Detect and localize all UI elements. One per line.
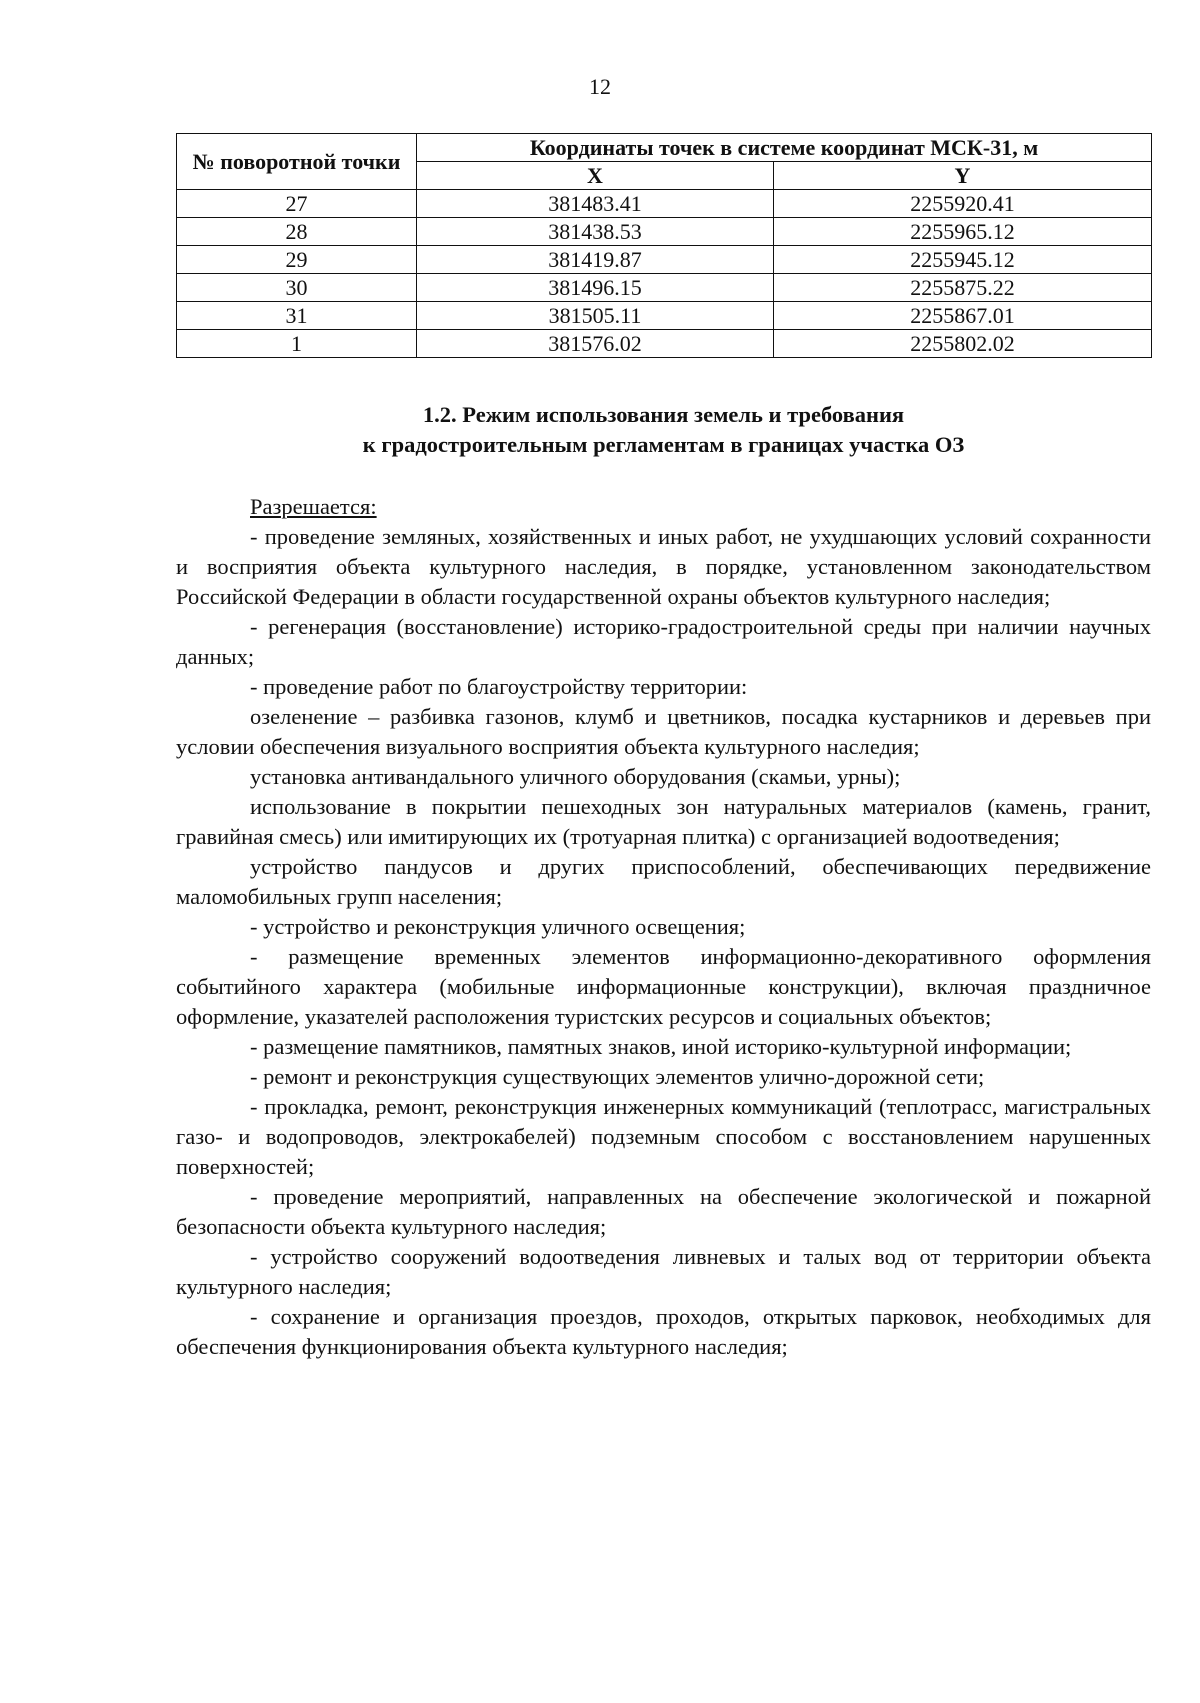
paragraph: - проведение мероприятий, направленных на обеспечение экологической и пожарной безопасности объекта культурного наследия;: [176, 1184, 1151, 1239]
table-row: [177, 330, 1152, 358]
point-cell: 29: [177, 246, 417, 274]
paragraph: озеленение – разбивка газонов, клумб и цветников, посадка кустарников и деревьев при условии обеспечения визуального восприятия объекта культурного наследия;: [176, 704, 1151, 759]
x-cell: 381419.87: [417, 246, 774, 274]
paragraph: устройство пандусов и других приспособлений, обеспечивающих передвижение маломобильных групп населения;: [176, 854, 1151, 909]
section-body: [176, 492, 1151, 1362]
x-cell: 381496.15: [417, 274, 774, 302]
section-heading-line: 1.2. Режим использования земель и требования: [422, 402, 905, 427]
point-cell: 28: [177, 218, 417, 246]
paragraph: - проведение земляных, хозяйственных и иных работ, не ухудшающих условий сохранности и восприятия объекта культурного наследия, в порядке, установленном законодательством Российской Федерации в области государственной охраны объектов культурного наследия;: [176, 524, 1151, 609]
y-cell: 2255965.12: [774, 218, 1152, 246]
y-cell: 2255920.41: [774, 190, 1152, 218]
paragraph: - прокладка, ремонт, реконструкция инженерных коммуникаций (теплотрасс, магистральных газо- и водопроводов, электрокабелей) подземным способом с восстановлением нарушенных поверхностей;: [176, 1094, 1151, 1179]
point-cell: 30: [177, 274, 417, 302]
paragraph: - регенерация (восстановление) историко-градостроительной среды при наличии научных данных;: [176, 614, 1151, 669]
section-heading-line: к градостроительным регламентам в границах участка ОЗ: [362, 432, 965, 457]
table-row: [177, 246, 1152, 274]
paragraph: - размещение памятников, памятных знаков, иной историко-культурной информации;: [250, 1034, 1072, 1059]
y-cell: 2255802.02: [774, 330, 1152, 358]
paragraph: - устройство и реконструкция уличного освещения;: [250, 914, 746, 939]
paragraph: - проведение работ по благоустройству территории:: [250, 674, 748, 699]
section-heading: [176, 400, 1151, 460]
x-cell: 381505.11: [417, 302, 774, 330]
table-row: [177, 218, 1152, 246]
table-row: [177, 274, 1152, 302]
x-cell: 381438.53: [417, 218, 774, 246]
table-row: [177, 302, 1152, 330]
point-cell: 27: [177, 190, 417, 218]
paragraph: - устройство сооружений водоотведения ливневых и талых вод от территории объекта культурного наследия;: [176, 1244, 1151, 1299]
paragraph: использование в покрытии пешеходных зон натуральных материалов (камень, гранит, гравийная смесь) или имитирующих их (тротуарная плитка) с организацией водоотведения;: [176, 794, 1151, 849]
table-row: [177, 190, 1152, 218]
permits-label: Разрешается:: [250, 494, 377, 519]
header-coordinates: Координаты точек в системе координат МСК-31, м: [417, 134, 1152, 162]
page-number: 12: [589, 74, 611, 99]
paragraph: установка антивандального уличного оборудования (скамьи, урны);: [250, 764, 901, 789]
paragraph: - сохранение и организация проездов, проходов, открытых парковок, необходимых для обеспечения функционирования объекта культурного наследия;: [176, 1304, 1151, 1359]
x-cell: 381483.41: [417, 190, 774, 218]
header-x: X: [417, 162, 774, 190]
x-cell: 381576.02: [417, 330, 774, 358]
point-cell: 1: [177, 330, 417, 358]
header-y: Y: [774, 162, 1152, 190]
paragraph: - ремонт и реконструкция существующих элементов улично-дорожной сети;: [250, 1064, 985, 1089]
coordinates-table: [176, 133, 1152, 358]
header-point-number: № поворотной точки: [177, 134, 417, 190]
y-cell: 2255945.12: [774, 246, 1152, 274]
point-cell: 31: [177, 302, 417, 330]
y-cell: 2255867.01: [774, 302, 1152, 330]
paragraph: - размещение временных элементов информационно-декоративного оформления событийного характера (мобильные информационные конструкции), включая праздничное оформление, указателей расположения туристских ресурсов и социальных объектов;: [176, 944, 1151, 1029]
y-cell: 2255875.22: [774, 274, 1152, 302]
